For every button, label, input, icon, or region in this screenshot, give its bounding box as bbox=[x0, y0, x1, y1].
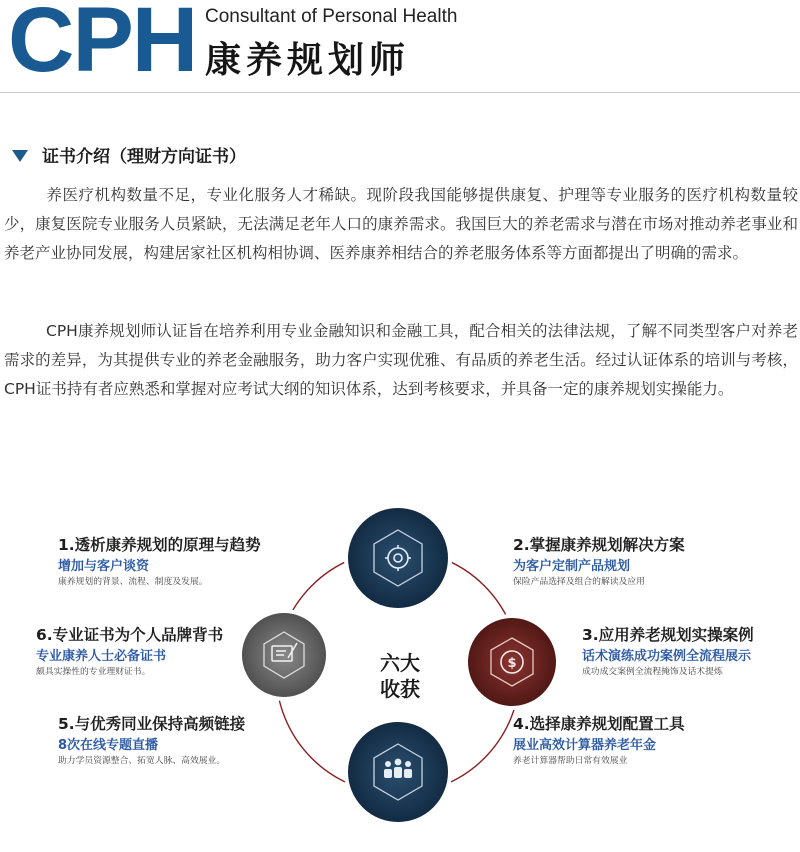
center-label: 六大 收获 bbox=[380, 651, 420, 701]
node-left bbox=[240, 611, 328, 699]
gain-item-5: 5.与优秀同业保持高频链接 8次在线专题直播 助力学员资源整合、拓宽人脉、高效展业。 bbox=[58, 715, 246, 766]
node-bottom bbox=[346, 720, 450, 824]
svg-text:$: $ bbox=[507, 656, 517, 671]
gain-item-6: 6.专业证书为个人品牌背书 专业康养人士必备证书 颇具实操性的专业理财证书。 bbox=[36, 626, 224, 677]
gain-item-4: 4.选择康养规划配置工具 展业高效计算器养老年金 养老计算器帮助日常有效展业 bbox=[513, 715, 685, 766]
cph-logo: CPH bbox=[8, 0, 197, 91]
intro-paragraph-2: CPH康养规划师认证旨在培养利用专业金融知识和金融工具，配合相关的法律法规，了解不同类型客户对养老需求的差异，为其提供专业的养老金融服务，助力客户实现优雅、有品质的养老生活。经过认证体系的培训与考核，CPH证书持有者应熟悉和掌握对应考试大纲的知识体系，达到考核要求，并具备一定的康养规划实操能力。 bbox=[4, 322, 798, 398]
node-right bbox=[466, 616, 558, 708]
subtitle-english: Consultant of Personal Health bbox=[205, 6, 458, 27]
gain-item-3: 3.应用养老规划实操案例 话术演练成功案例全流程展示 成功成交案例全流程掩饰及话术提炼 bbox=[582, 626, 754, 677]
subtitle-chinese: 康养规划师 bbox=[205, 40, 411, 81]
intro-paragraph-1: 养医疗机构数量不足，专业化服务人才稀缺。现阶段我国能够提供康复、护理等专业服务的医疗机构数量较少，康复医院专业服务人员紧缺，无法满足老年人口的康养需求。我国巨大的养老需求与潜在市场对推动养老事业和养老产业协同发展，构建居家社区机构相协调、医养康养相结合的养老服务体系等方面都提出了明确的需求。 bbox=[4, 186, 798, 262]
gain-item-1: 1.透析康养规划的原理与趋势 增加与客户谈资 康养规划的背景、流程、制度及发展。 bbox=[58, 536, 261, 587]
section-title: 证书介绍（理财方向证书） bbox=[42, 147, 246, 167]
node-top bbox=[346, 506, 450, 610]
gain-item-2: 2.掌握康养规划解决方案 为客户定制产品规划 保险产品选择及组合的解读及应用 bbox=[513, 536, 685, 587]
